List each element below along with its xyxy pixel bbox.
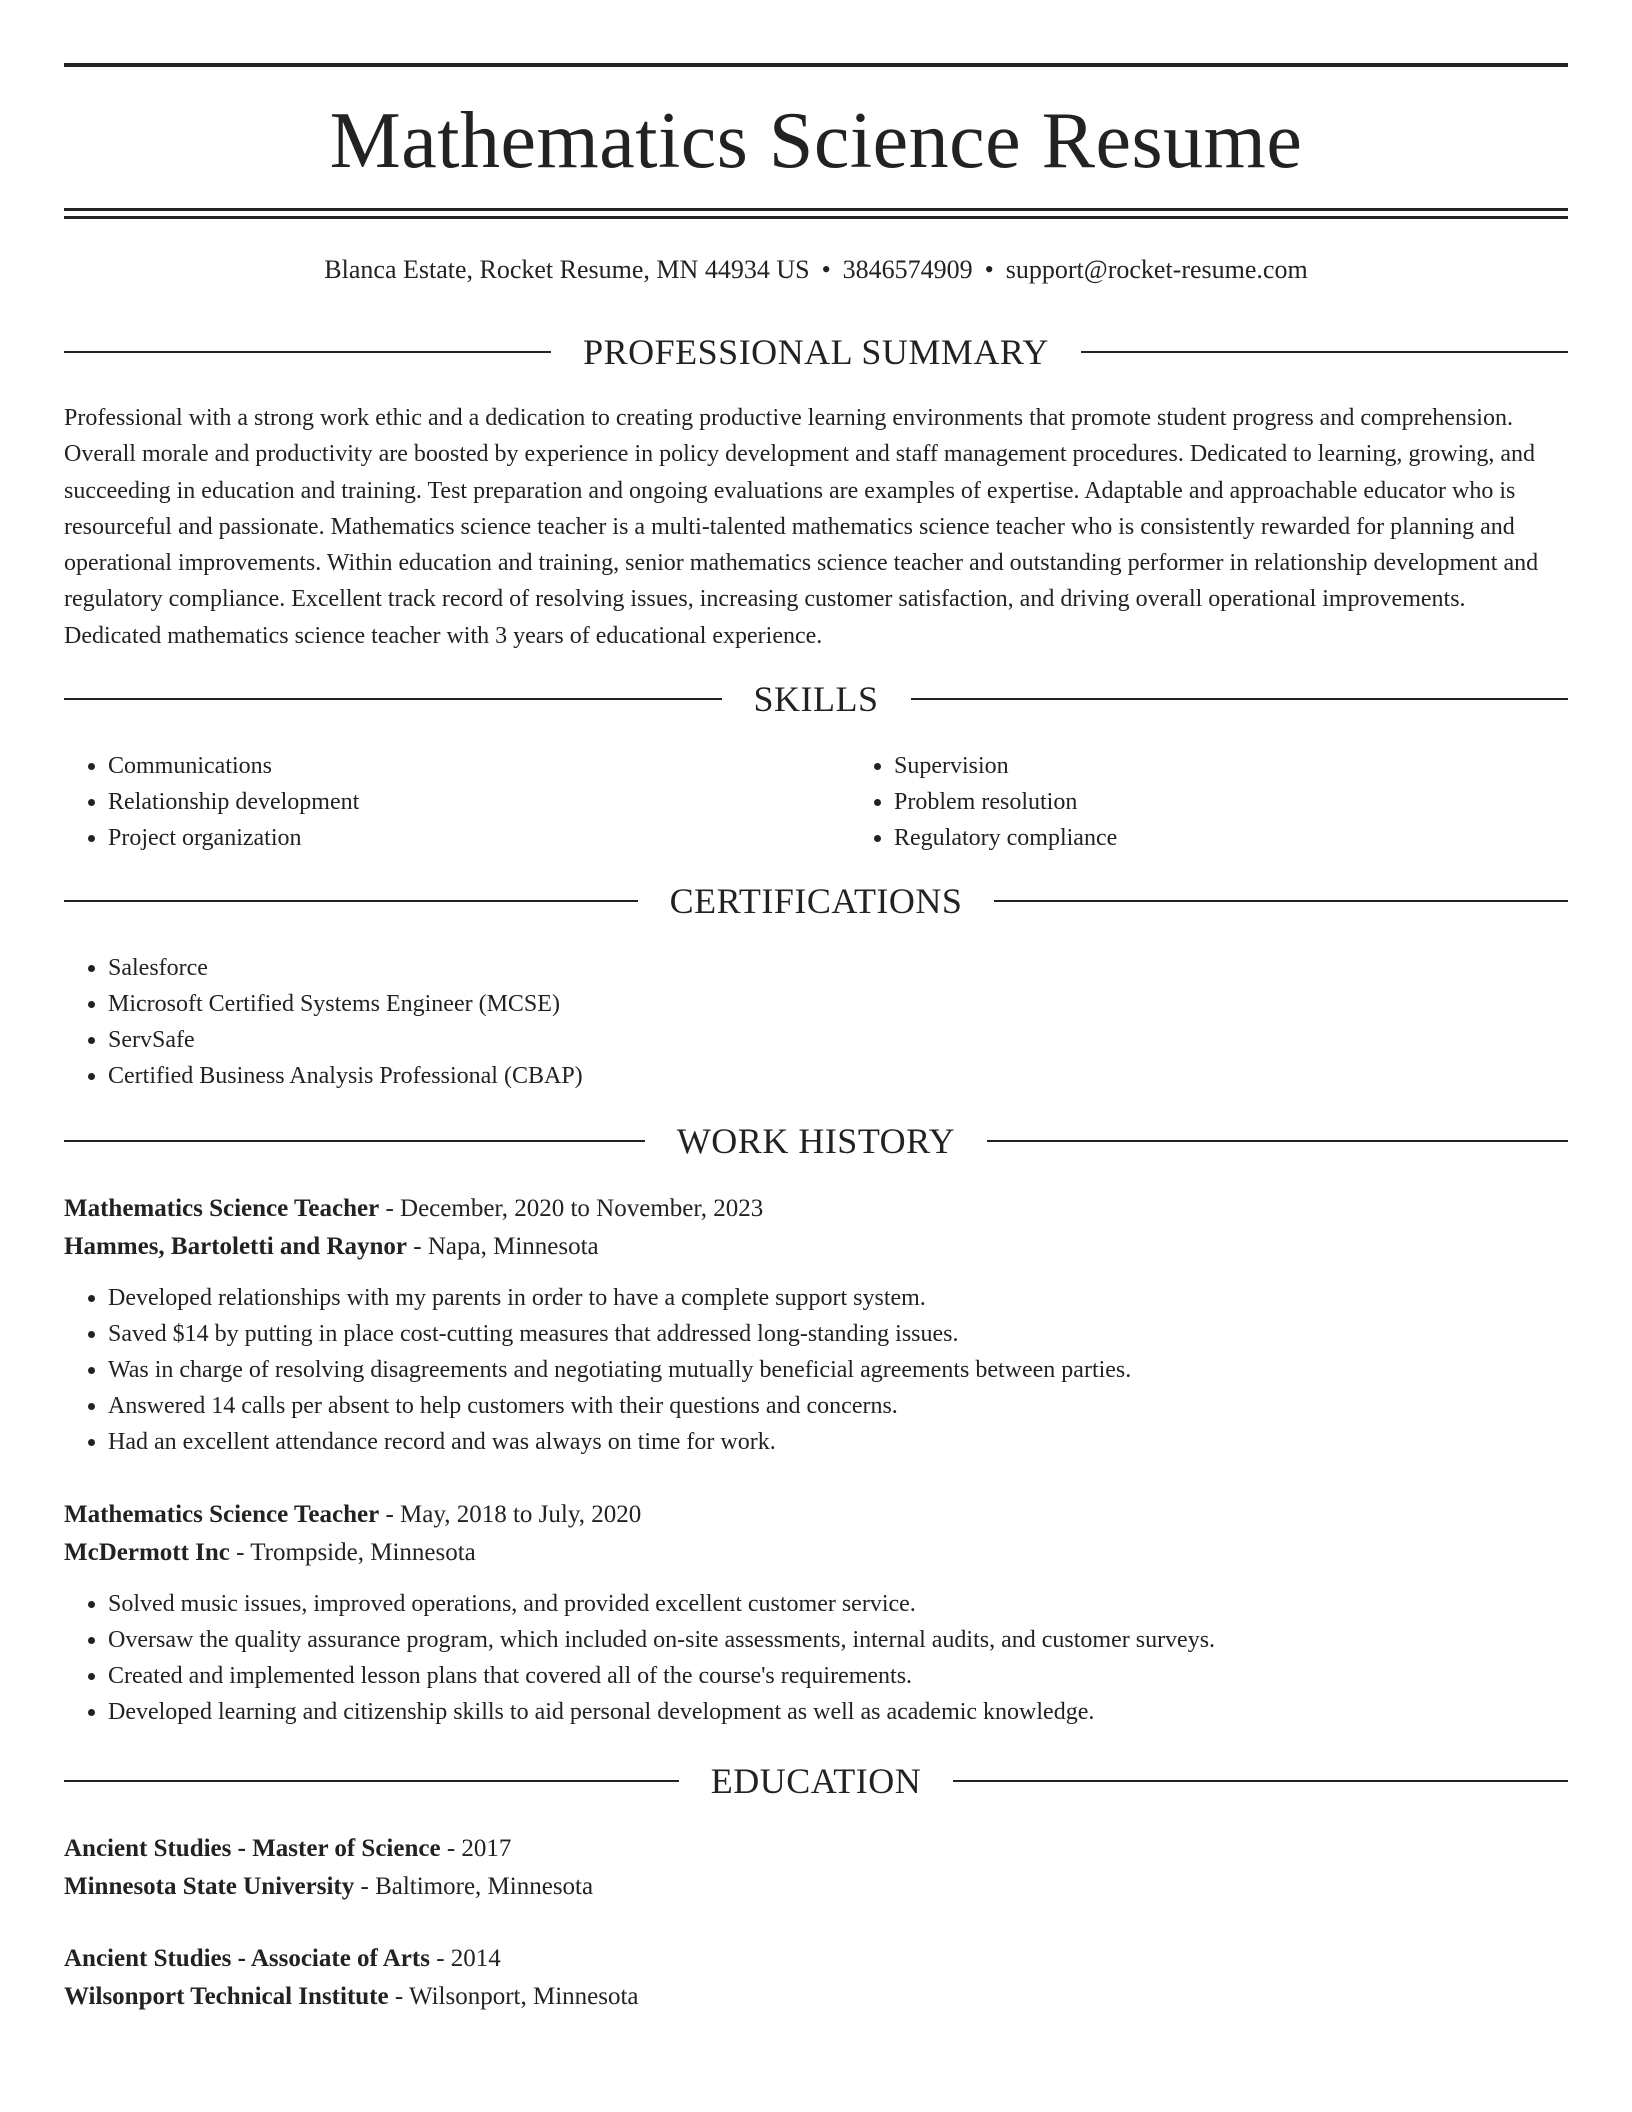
section-rule	[64, 1780, 679, 1782]
contact-separator: •	[821, 255, 831, 284]
education-year: - 2014	[429, 1945, 501, 1972]
skill-item: • Relationship development	[108, 784, 850, 820]
job-bullet: • Developed relationships with my parents in order to have a complete support system.	[108, 1280, 1568, 1316]
section-title-skills: SKILLS	[753, 679, 879, 719]
job-bullets	[64, 1280, 1568, 1460]
certifications-block	[64, 950, 1568, 1094]
section-rule	[1081, 351, 1568, 353]
section-rule	[987, 1140, 1568, 1142]
title-double-rule	[64, 208, 1568, 219]
education-school-line	[64, 1868, 1568, 1906]
job-company: Hammes, Bartoletti and Raynor	[64, 1233, 408, 1260]
job-bullet: • Had an excellent attendance record and was always on time for work.	[108, 1424, 1568, 1460]
section-rule	[953, 1780, 1568, 1782]
section-rule	[64, 1140, 645, 1142]
job-bullet: • Solved music issues, improved operations, and provided excellent customer service.	[108, 1586, 1568, 1622]
job-company-line	[64, 1228, 1568, 1266]
section-rule	[64, 351, 551, 353]
skill-item: • Communications	[108, 748, 850, 784]
section-rule	[911, 698, 1569, 700]
education-degree-line	[64, 1830, 1568, 1868]
skill-item: • Supervision	[894, 748, 1632, 784]
certifications-list	[64, 950, 1568, 1094]
job-location: - Napa, Minnesota	[407, 1233, 599, 1260]
section-header-education	[64, 1760, 1568, 1802]
job-bullet: • Answered 14 calls per absent to help customers with their questions and concerns.	[108, 1388, 1568, 1424]
section-rule	[994, 900, 1568, 902]
job-bullet: • Created and implemented lesson plans that covered all of the course's requirements.	[108, 1658, 1568, 1694]
contact-address: Blanca Estate, Rocket Resume, MN 44934 US	[324, 255, 810, 284]
job-title: Mathematics Science Teacher	[64, 1195, 380, 1222]
job-title: Mathematics Science Teacher	[64, 1501, 380, 1528]
section-header-work-history	[64, 1120, 1568, 1162]
education-location: - Wilsonport, Minnesota	[388, 1983, 639, 2010]
job-entry	[64, 1190, 1568, 1460]
education-school: Minnesota State University	[64, 1873, 355, 1900]
education-degree: Ancient Studies - Associate of Arts	[64, 1945, 430, 1972]
section-rule	[64, 698, 722, 700]
section-title-summary: PROFESSIONAL SUMMARY	[583, 332, 1049, 372]
section-title-work-history: WORK HISTORY	[676, 1121, 956, 1161]
skill-item: • Problem resolution	[894, 784, 1632, 820]
job-bullet: • Oversaw the quality assurance program, which included on-site assessments, internal audits, and customer surveys.	[108, 1622, 1568, 1658]
certification-item: • Microsoft Certified Systems Engineer (MCSE)	[108, 986, 1568, 1022]
job-dates: - May, 2018 to July, 2020	[379, 1501, 642, 1528]
summary-text: Professional with a strong work ethic and a dedication to creating productive learning environments that promote student progress and comprehension. Overall morale and productivity are boosted by experience in policy development and staff management procedures. Dedicated to learning, growing, and succeeding in education and training. Test preparation and ongoing evaluations are examples of expertise. Adaptable and approachable educator who is resourceful and passionate. Mathematics science teacher is a multi-talented mathematics science teacher who is consistently rewarded for planning and operational improvements. Within education and training, senior mathematics science teacher and outstanding performer in relationship development and regulatory compliance. Excellent track record of resolving issues, increasing customer satisfaction, and driving overall operational improvements. Dedicated mathematics science teacher with 3 years of educational experience.	[64, 405, 1539, 649]
job-location: - Trompside, Minnesota	[229, 1539, 476, 1566]
job-title-line	[64, 1496, 1568, 1534]
resume-title: Mathematics Science Resume	[329, 97, 1303, 185]
skill-item: • Project organization	[108, 820, 850, 856]
job-title-line	[64, 1190, 1568, 1228]
contact-phone: 3846574909	[842, 255, 973, 284]
section-header-certifications	[64, 880, 1568, 922]
contact-email[interactable]: support@rocket-resume.com	[1005, 255, 1308, 284]
education-school-line	[64, 1978, 1568, 2016]
section-header-summary	[64, 331, 1568, 373]
job-dates: - December, 2020 to November, 2023	[379, 1195, 764, 1222]
education-entry	[64, 1940, 1568, 2016]
skills-columns	[64, 748, 1568, 856]
certification-item: • Salesforce	[108, 950, 1568, 986]
job-company-line	[64, 1534, 1568, 1572]
job-bullet: • Saved $14 by putting in place cost-cutting measures that addressed long-standing issues.	[108, 1316, 1568, 1352]
contact-line	[64, 253, 1568, 287]
job-bullet: • Was in charge of resolving disagreements and negotiating mutually beneficial agreements between parties.	[108, 1352, 1568, 1388]
education-entry	[64, 1830, 1568, 1906]
certification-item: • Certified Business Analysis Professional (CBAP)	[108, 1058, 1568, 1094]
top-rule	[64, 63, 1568, 67]
job-entry	[64, 1496, 1568, 1730]
section-title-education: EDUCATION	[710, 1761, 922, 1801]
education-degree: Ancient Studies - Master of Science	[64, 1835, 441, 1862]
education-school: Wilsonport Technical Institute	[64, 1983, 389, 2010]
education-degree-line	[64, 1940, 1568, 1978]
section-rule	[64, 900, 638, 902]
skills-list-left	[64, 748, 850, 856]
skill-item: • Regulatory compliance	[894, 820, 1632, 856]
job-bullet: • Developed learning and citizenship skills to aid personal development as well as academic knowledge.	[108, 1694, 1568, 1730]
contact-separator: •	[984, 255, 994, 284]
certification-item: • ServSafe	[108, 1022, 1568, 1058]
section-header-skills	[64, 678, 1568, 720]
education-location: - Baltimore, Minnesota	[354, 1873, 594, 1900]
section-title-certifications: CERTIFICATIONS	[669, 881, 963, 921]
education-year: - 2017	[440, 1835, 512, 1862]
job-company: McDermott Inc	[64, 1539, 230, 1566]
job-bullets	[64, 1586, 1568, 1730]
skills-list-right	[850, 748, 1632, 856]
